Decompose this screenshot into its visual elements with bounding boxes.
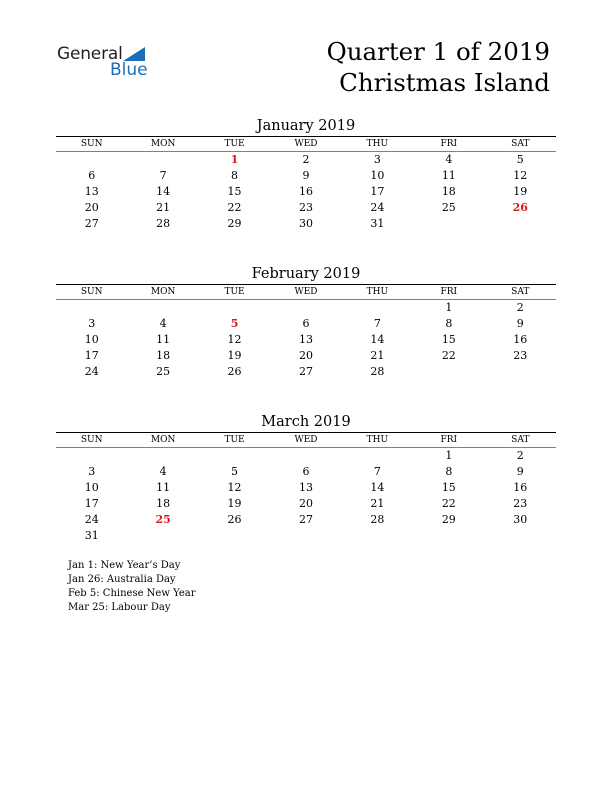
holiday-note: Mar 25: Labour Day xyxy=(68,602,171,613)
empty-day-cell xyxy=(485,216,556,232)
day-cell: 11 xyxy=(441,169,456,182)
empty-day-cell xyxy=(127,448,198,465)
day-cell: 1 xyxy=(445,301,453,314)
weekday-header: WED xyxy=(270,285,341,300)
weekday-header: SUN xyxy=(56,137,127,152)
empty-day-cell xyxy=(270,300,341,317)
day-cell: 6 xyxy=(302,317,310,330)
empty-day-cell xyxy=(56,152,127,169)
day-cell: 19 xyxy=(513,185,528,198)
weekday-header: WED xyxy=(270,137,341,152)
region-title: Christmas Island xyxy=(339,68,550,97)
month-march xyxy=(56,412,556,544)
day-cell: 2 xyxy=(516,449,524,462)
week-row xyxy=(56,364,556,380)
day-cell: 6 xyxy=(88,169,96,182)
day-cell: 8 xyxy=(445,317,453,330)
day-cell: 1 xyxy=(445,449,453,462)
day-cell: 17 xyxy=(84,349,99,362)
week-row xyxy=(56,200,556,216)
day-cell: 10 xyxy=(370,169,385,182)
day-cell: 17 xyxy=(370,185,385,198)
day-cell: 2 xyxy=(516,301,524,314)
day-cell: 25 xyxy=(156,365,171,378)
month-february xyxy=(56,264,556,380)
day-cell: 13 xyxy=(84,185,99,198)
empty-day-cell xyxy=(413,364,484,380)
weekday-header: THU xyxy=(342,285,413,300)
day-cell: 5 xyxy=(516,153,524,166)
day-cell: 16 xyxy=(513,333,528,346)
day-cell: 18 xyxy=(156,497,171,510)
day-cell: 30 xyxy=(298,217,313,230)
empty-day-cell xyxy=(342,448,413,465)
week-row xyxy=(56,316,556,332)
day-cell: 29 xyxy=(227,217,242,230)
holiday-day-cell: 1 xyxy=(230,153,239,166)
day-cell: 9 xyxy=(516,317,524,330)
day-cell: 29 xyxy=(441,513,456,526)
day-cell: 20 xyxy=(84,201,99,214)
day-cell: 3 xyxy=(88,317,96,330)
empty-day-cell xyxy=(270,448,341,465)
day-cell: 12 xyxy=(513,169,528,182)
holiday-day-cell: 26 xyxy=(512,201,528,214)
day-cell: 23 xyxy=(298,201,313,214)
day-cell: 10 xyxy=(84,333,99,346)
logo-triangle-icon xyxy=(123,47,145,61)
calendar-grid xyxy=(56,285,556,380)
page-title xyxy=(327,36,550,98)
day-cell: 19 xyxy=(227,349,242,362)
day-cell: 19 xyxy=(227,497,242,510)
weekday-header: MON xyxy=(127,285,198,300)
day-cell: 7 xyxy=(159,169,167,182)
empty-day-cell xyxy=(56,448,127,465)
day-cell: 11 xyxy=(156,333,171,346)
day-cell: 2 xyxy=(302,153,310,166)
empty-day-cell xyxy=(127,300,198,317)
week-row xyxy=(56,528,556,544)
day-cell: 15 xyxy=(441,481,456,494)
day-cell: 22 xyxy=(441,349,456,362)
day-cell: 15 xyxy=(227,185,242,198)
day-cell: 23 xyxy=(513,497,528,510)
empty-day-cell xyxy=(56,300,127,317)
day-cell: 9 xyxy=(302,169,310,182)
logo-word-general: General xyxy=(57,44,123,64)
day-cell: 6 xyxy=(302,465,310,478)
holiday-notes xyxy=(68,559,195,615)
day-cell: 23 xyxy=(513,349,528,362)
day-cell: 14 xyxy=(156,185,171,198)
week-row xyxy=(56,152,556,169)
day-cell: 12 xyxy=(227,333,242,346)
holiday-day-cell: 25 xyxy=(155,513,171,526)
empty-day-cell xyxy=(199,528,270,544)
day-cell: 27 xyxy=(298,513,313,526)
day-cell: 14 xyxy=(370,333,385,346)
day-cell: 30 xyxy=(513,513,528,526)
week-row xyxy=(56,332,556,348)
week-row xyxy=(56,480,556,496)
week-row xyxy=(56,216,556,232)
empty-day-cell xyxy=(199,300,270,317)
week-row xyxy=(56,496,556,512)
day-cell: 8 xyxy=(445,465,453,478)
day-cell: 4 xyxy=(159,465,167,478)
day-cell: 18 xyxy=(441,185,456,198)
day-cell: 21 xyxy=(370,497,385,510)
holiday-note: Jan 1: New Year’s Day xyxy=(68,560,181,571)
day-cell: 24 xyxy=(370,201,385,214)
day-cell: 31 xyxy=(370,217,385,230)
weekday-header: MON xyxy=(127,137,198,152)
calendar-grid xyxy=(56,433,556,544)
day-cell: 28 xyxy=(370,513,385,526)
day-cell: 22 xyxy=(227,201,242,214)
weekday-header: FRI xyxy=(413,137,484,152)
month-title: February 2019 xyxy=(251,266,361,282)
weekday-header: WED xyxy=(270,433,341,448)
empty-day-cell xyxy=(413,216,484,232)
day-cell: 28 xyxy=(156,217,171,230)
day-cell: 4 xyxy=(445,153,453,166)
day-cell: 27 xyxy=(84,217,99,230)
empty-day-cell xyxy=(270,528,341,544)
month-title: March 2019 xyxy=(261,414,351,430)
empty-day-cell xyxy=(342,300,413,317)
quarter-title: Quarter 1 of 2019 xyxy=(326,37,550,66)
weekday-header: TUE xyxy=(199,285,270,300)
day-cell: 12 xyxy=(227,481,242,494)
day-cell: 17 xyxy=(84,497,99,510)
day-cell: 14 xyxy=(370,481,385,494)
day-cell: 16 xyxy=(513,481,528,494)
day-cell: 7 xyxy=(373,465,381,478)
day-cell: 13 xyxy=(298,333,313,346)
day-cell: 27 xyxy=(298,365,313,378)
logo-word-blue: Blue xyxy=(110,60,148,80)
weekday-header: SUN xyxy=(56,433,127,448)
weekday-header: TUE xyxy=(199,433,270,448)
day-cell: 31 xyxy=(84,529,99,542)
weekday-header: THU xyxy=(342,433,413,448)
day-cell: 7 xyxy=(373,317,381,330)
week-row xyxy=(56,512,556,528)
day-cell: 28 xyxy=(370,365,385,378)
day-cell: 11 xyxy=(156,481,171,494)
holiday-day-cell: 5 xyxy=(230,317,239,330)
day-cell: 26 xyxy=(227,513,242,526)
day-cell: 18 xyxy=(156,349,171,362)
day-cell: 21 xyxy=(156,201,171,214)
calendar-grid xyxy=(56,137,556,232)
day-cell: 3 xyxy=(373,153,381,166)
empty-day-cell xyxy=(199,448,270,465)
day-cell: 22 xyxy=(441,497,456,510)
day-cell: 5 xyxy=(231,465,239,478)
empty-day-cell xyxy=(485,528,556,544)
week-row xyxy=(56,168,556,184)
weekday-header: MON xyxy=(127,433,198,448)
holiday-note: Jan 26: Australia Day xyxy=(68,574,176,585)
day-cell: 8 xyxy=(231,169,239,182)
weekday-header: FRI xyxy=(413,433,484,448)
week-row xyxy=(56,184,556,200)
week-row xyxy=(56,300,556,317)
generalblue-logo xyxy=(57,44,167,84)
day-cell: 24 xyxy=(84,513,99,526)
day-cell: 9 xyxy=(516,465,524,478)
weekday-header: SAT xyxy=(485,137,556,152)
day-cell: 16 xyxy=(298,185,313,198)
weekday-header: SAT xyxy=(485,285,556,300)
day-cell: 20 xyxy=(298,497,313,510)
empty-day-cell xyxy=(485,364,556,380)
day-cell: 10 xyxy=(84,481,99,494)
day-cell: 21 xyxy=(370,349,385,362)
holiday-note: Feb 5: Chinese New Year xyxy=(68,588,196,599)
week-row xyxy=(56,348,556,364)
day-cell: 25 xyxy=(441,201,456,214)
empty-day-cell xyxy=(127,152,198,169)
day-cell: 24 xyxy=(84,365,99,378)
day-cell: 3 xyxy=(88,465,96,478)
day-cell: 20 xyxy=(298,349,313,362)
day-cell: 15 xyxy=(441,333,456,346)
weekday-header: TUE xyxy=(199,137,270,152)
weekday-header: THU xyxy=(342,137,413,152)
day-cell: 26 xyxy=(227,365,242,378)
weekday-header: SAT xyxy=(485,433,556,448)
week-row xyxy=(56,448,556,465)
empty-day-cell xyxy=(342,528,413,544)
day-cell: 4 xyxy=(159,317,167,330)
month-january xyxy=(56,116,556,232)
empty-day-cell xyxy=(413,528,484,544)
day-cell: 13 xyxy=(298,481,313,494)
week-row xyxy=(56,464,556,480)
empty-day-cell xyxy=(127,528,198,544)
weekday-header: FRI xyxy=(413,285,484,300)
weekday-header: SUN xyxy=(56,285,127,300)
month-title: January 2019 xyxy=(256,118,356,134)
